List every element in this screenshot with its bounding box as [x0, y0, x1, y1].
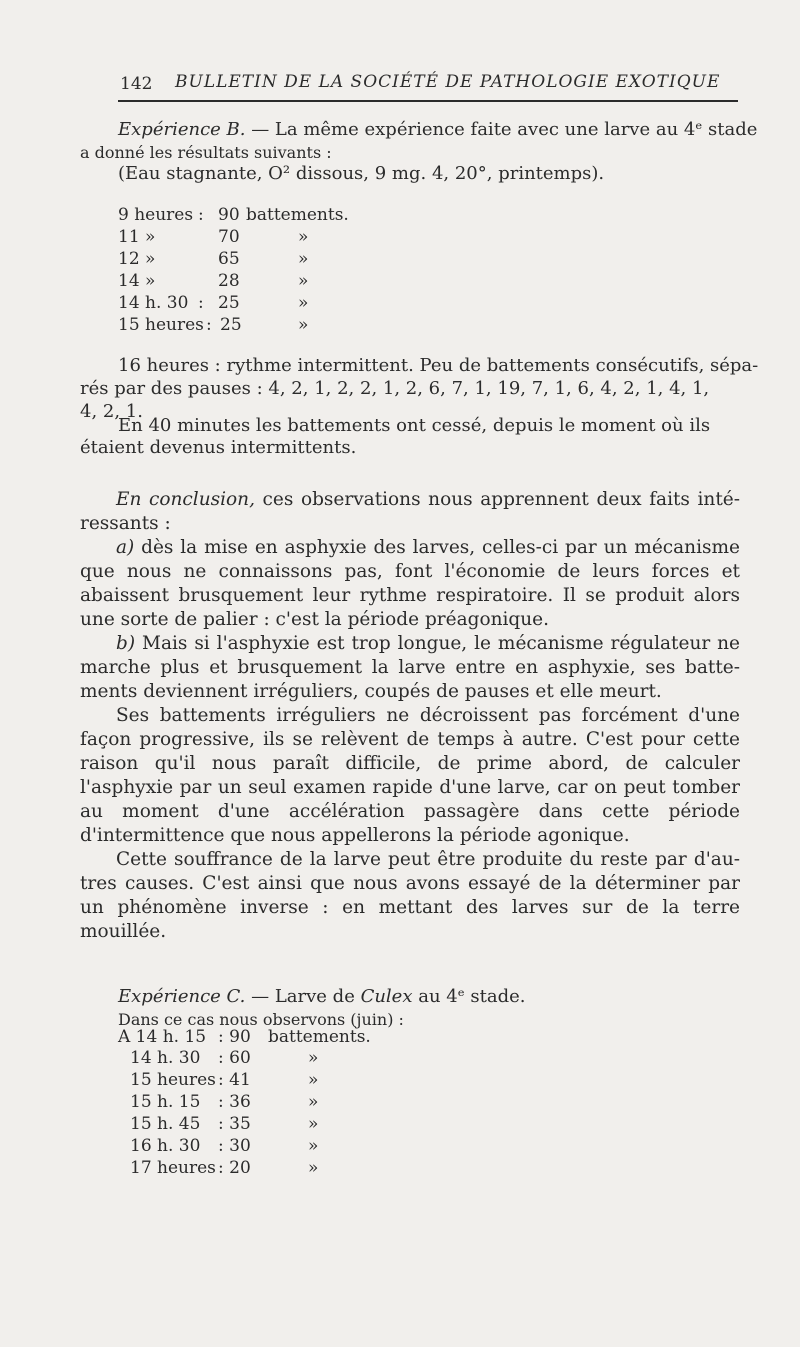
time-cell: 15 h. 15 — [130, 1092, 201, 1112]
sep-cell: : — [198, 293, 204, 313]
table-row — [118, 293, 378, 314]
point-b-label: b) — [116, 633, 136, 654]
table-row — [130, 1048, 430, 1069]
table-row — [130, 1092, 430, 1113]
exp-b-end-line1: En 40 minutes les battements ont cessé, depuis le moment où ils — [118, 415, 711, 436]
exp-c-label: Expérience C. — [118, 986, 246, 1007]
table-row — [118, 227, 378, 248]
exp-b-intro — [118, 118, 757, 141]
exp-b-16h-line3: 4, 2, 1. — [80, 401, 143, 422]
exp-b-intro-text: — La même expérience faite avec une larve au 4ᵉ stade — [245, 119, 758, 140]
unit-cell: » — [308, 1048, 319, 1068]
table-row — [130, 1136, 430, 1157]
time-cell: 17 heures — [130, 1158, 216, 1178]
conclusion-section — [80, 488, 740, 944]
conclusion-intro-text: ces observations nous apprennent deux faits intéressants : — [80, 489, 740, 534]
value-cell: 28 — [218, 271, 240, 291]
time-cell: 15 heures — [118, 315, 204, 335]
unit-cell: » — [308, 1070, 319, 1090]
time-cell: 16 h. 30 — [130, 1136, 201, 1156]
unit-cell: » — [308, 1114, 319, 1134]
unit-cell: » — [308, 1092, 319, 1112]
value-cell: : 35 — [218, 1114, 251, 1134]
value-cell: : 41 — [218, 1070, 251, 1090]
unit-cell: battements. — [268, 1027, 371, 1047]
value-cell: 25 — [218, 293, 240, 313]
unit-cell: » — [308, 1158, 319, 1178]
time-cell: 15 h. 45 — [130, 1114, 201, 1134]
value-cell: 25 — [220, 315, 242, 335]
value-cell: 90 — [218, 205, 240, 225]
exp-c-intro-text: — Larve de — [245, 986, 361, 1007]
value-cell: : 90 — [218, 1027, 251, 1047]
exp-c-line2: Dans ce cas nous observons (juin) : — [118, 1010, 404, 1029]
exp-b-intro-line2: a donné les résultats suivants : — [80, 143, 332, 162]
exp-b-end-line2: étaient devenus intermittents. — [80, 437, 357, 458]
time-cell: 14 h. 30 — [130, 1048, 201, 1068]
exp-c-intro — [118, 985, 526, 1008]
value-cell: 65 — [218, 249, 240, 269]
header-rule — [118, 100, 738, 102]
table-row — [130, 1070, 430, 1091]
sep-cell: : — [198, 205, 204, 225]
point-b-text: Mais si l'asphyxie est trop longue, le mécanisme régulateur ne marche plus et brusquement la larve entre en asphyxie, ses battements deviennent irréguliers, coupés de pauses et elle meurt. — [80, 633, 740, 702]
exp-b-16h-line1: 16 heures : rythme intermittent. Peu de battements consécutifs, sépa- — [118, 355, 759, 376]
table-row — [118, 1027, 418, 1048]
unit-cell: » — [298, 293, 309, 313]
point-a-text: dès la mise en asphyxie des larves, celles-ci par un mécanisme que nous ne connaissons pas, font l'économie de leurs forces et abaissent brusquement leur rythme respiratoire. Il se produit alors une sorte de palier : c'est la période préagonique. — [80, 537, 740, 630]
conclusion-paragraph: Cette souffrance de la larve peut être produite du reste par d'autres causes. C'est ainsi que nous avons essayé de la déterminer par un phénomène inverse : en mettant des larves sur de la terre mouillée. — [80, 849, 740, 942]
value-cell: : 60 — [218, 1048, 251, 1068]
exp-b-16h-line2: rés par des pauses : 4, 2, 1, 2, 2, 1, 2, 6, 7, 1, 19, 7, 1, 6, 4, 2, 1, 4, 1, — [80, 378, 710, 399]
time-cell: A 14 h. 15 — [118, 1027, 207, 1047]
running-header: BULLETIN DE LA SOCIÉTÉ DE PATHOLOGIE EXOTIQUE — [175, 72, 721, 92]
time-cell: 14 h. 30 — [118, 293, 189, 313]
time-cell: 11 » — [118, 227, 156, 247]
conclusion-intro — [80, 488, 740, 536]
unit-cell: » — [308, 1136, 319, 1156]
time-cell: 12 » — [118, 249, 156, 269]
unit-cell: battements. — [246, 205, 349, 225]
table-row — [118, 271, 378, 292]
table-row — [118, 205, 378, 226]
unit-cell: » — [298, 315, 309, 335]
page-number: 142 — [120, 74, 153, 94]
table-row — [118, 315, 378, 336]
value-cell: : 20 — [218, 1158, 251, 1178]
exp-c-intro-end: au 4ᵉ stade. — [412, 986, 526, 1007]
table-row — [118, 249, 378, 270]
exp-c-genus: Culex — [360, 986, 413, 1007]
table-row — [130, 1114, 430, 1135]
time-cell: 15 heures — [130, 1070, 216, 1090]
unit-cell: » — [298, 271, 309, 291]
exp-b-conditions: (Eau stagnante, O² dissous, 9 mg. 4, 20°, printemps). — [118, 163, 605, 184]
conclusion-point-a — [80, 536, 740, 632]
value-cell: : 36 — [218, 1092, 251, 1112]
conclusion-lead: En conclusion, — [116, 489, 255, 510]
exp-b-label: Expérience B. — [118, 119, 246, 140]
conclusion-point-b — [80, 632, 740, 704]
point-a-label: a) — [116, 537, 135, 558]
value-cell: 70 — [218, 227, 240, 247]
table-row — [130, 1158, 430, 1179]
time-cell: 9 heures — [118, 205, 194, 225]
value-cell: : 30 — [218, 1136, 251, 1156]
unit-cell: » — [298, 227, 309, 247]
unit-cell: » — [298, 249, 309, 269]
time-cell: 14 » — [118, 271, 156, 291]
sep-cell: : — [206, 315, 212, 335]
conclusion-paragraph: Ses battements irréguliers ne décroissent pas forcément d'une façon progressive, ils se relèvent de temps à autre. C'est pour cette raison qu'il nous paraît difficile, de prime abord, de calculer l'asphyxie par un seul examen rapide d'une larve, car on peut tomber au moment d'une accélération passagère dans cette période d'intermittence que nous appellerons la période agonique. — [80, 705, 740, 846]
